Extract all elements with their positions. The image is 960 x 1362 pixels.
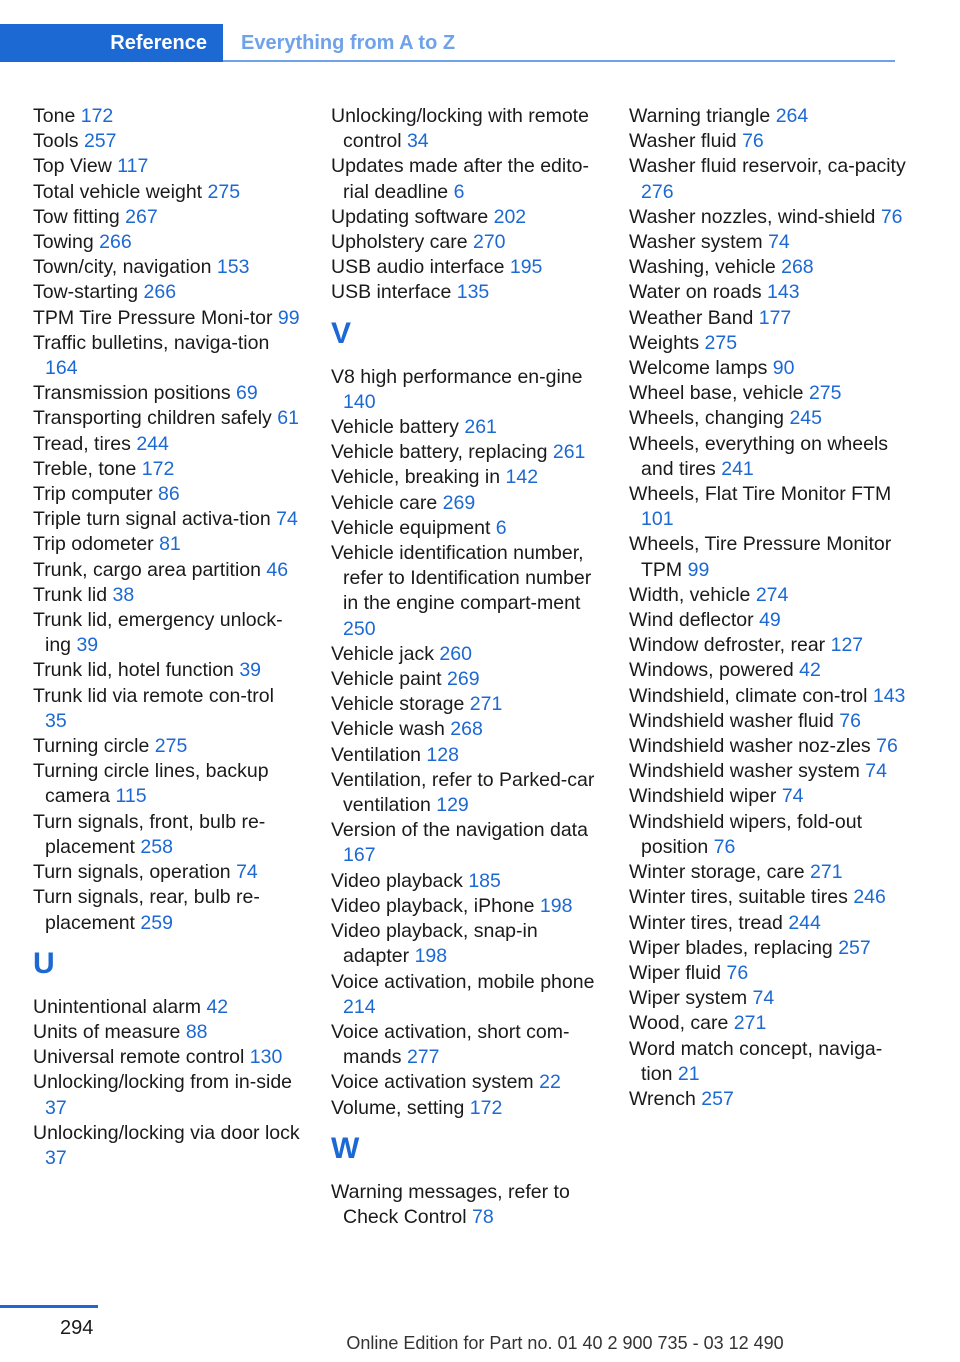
page-link[interactable]: 81 bbox=[159, 533, 181, 556]
index-entry bbox=[629, 255, 909, 280]
page-link[interactable]: 172 bbox=[80, 105, 114, 127]
page-link[interactable]: 143 bbox=[767, 281, 800, 304]
index-entry bbox=[629, 331, 909, 356]
index-term: Transporting children safely bbox=[33, 407, 272, 430]
index-entry bbox=[331, 491, 603, 516]
index-entry bbox=[33, 406, 301, 431]
index-term: Windshield wipers, fold-out position bbox=[629, 810, 863, 858]
page-link[interactable]: 142 bbox=[505, 466, 539, 489]
index-letter-heading: U bbox=[33, 946, 55, 980]
index-term: Weights bbox=[629, 331, 700, 354]
index-term: Vehicle storage bbox=[331, 693, 465, 716]
page-link[interactable]: 214 bbox=[343, 995, 376, 1018]
index-entry bbox=[33, 810, 301, 860]
index-entry bbox=[33, 280, 301, 305]
index-entry bbox=[331, 768, 603, 818]
index-entry bbox=[331, 465, 603, 490]
index-term: Towing bbox=[33, 231, 94, 254]
index-entry bbox=[629, 1011, 909, 1036]
index-term: Unlocking/locking from in‐side bbox=[33, 1071, 293, 1094]
index-term: Washing, vehicle bbox=[629, 256, 776, 279]
index-letter-heading: W bbox=[331, 1131, 360, 1165]
index-entry bbox=[629, 986, 909, 1011]
index-term: Universal remote control bbox=[33, 1046, 245, 1069]
index-entry bbox=[33, 129, 301, 154]
index-entry bbox=[331, 743, 603, 768]
page-link[interactable]: 61 bbox=[277, 407, 299, 430]
index-entry bbox=[629, 205, 909, 230]
index-entry bbox=[629, 532, 909, 582]
page-link[interactable]: 198 bbox=[539, 894, 573, 917]
index-term: Units of measure bbox=[33, 1020, 181, 1043]
index-term: Warning triangle bbox=[629, 105, 771, 127]
index-entry bbox=[33, 180, 301, 205]
index-term: Wrench bbox=[629, 1087, 696, 1110]
index-term: Video playback, snap-in adapter bbox=[331, 920, 538, 968]
page-link[interactable]: 268 bbox=[781, 256, 814, 279]
page-link[interactable]: 271 bbox=[810, 861, 843, 884]
index-entry bbox=[331, 818, 603, 868]
index-term: Unintentional alarm bbox=[33, 995, 202, 1018]
index-term: Turn signals, rear, bulb re‐placement bbox=[33, 886, 260, 934]
page-link[interactable]: 164 bbox=[45, 357, 78, 380]
index-term: Wheels, Flat Tire Monitor FTM bbox=[629, 483, 892, 506]
index-term: Trip odometer bbox=[33, 533, 154, 556]
index-entry bbox=[629, 306, 909, 331]
index-entry bbox=[629, 911, 909, 936]
page-link[interactable]: 275 bbox=[808, 382, 842, 405]
index-term: Windshield, climate con‐trol bbox=[629, 684, 868, 707]
index-entry bbox=[629, 1087, 909, 1112]
page-link[interactable]: 90 bbox=[772, 357, 795, 380]
page-link[interactable]: 259 bbox=[140, 911, 173, 934]
index-entry bbox=[33, 1121, 301, 1171]
index-term: Trunk lid bbox=[33, 583, 108, 606]
page-link[interactable]: 127 bbox=[830, 634, 864, 657]
page-link[interactable]: 6 bbox=[453, 180, 465, 203]
index-entry bbox=[331, 1180, 603, 1230]
page-link[interactable]: 140 bbox=[343, 390, 376, 413]
page-link[interactable]: 88 bbox=[185, 1020, 208, 1043]
index-term: Windshield wiper bbox=[629, 785, 777, 808]
index-entry bbox=[629, 1037, 909, 1087]
index-term: Tread, tires bbox=[33, 432, 131, 455]
index-term: Triple turn signal activa‐tion bbox=[33, 508, 271, 531]
index-entry bbox=[629, 784, 909, 809]
page-link[interactable]: 39 bbox=[239, 659, 262, 682]
index-entry bbox=[33, 583, 301, 608]
index-term: TPM Tire Pressure Moni‐tor bbox=[33, 306, 273, 329]
page-link[interactable]: 37 bbox=[45, 1146, 67, 1169]
page-link[interactable]: 257 bbox=[838, 936, 871, 959]
index-entry bbox=[331, 255, 603, 280]
index-term: Trunk, cargo area partition bbox=[33, 558, 261, 581]
page-link[interactable]: 76 bbox=[726, 961, 749, 984]
index-entry bbox=[331, 440, 603, 465]
page-link[interactable]: 275 bbox=[207, 180, 241, 203]
index-term: Warning messages, refer to Check Control bbox=[331, 1180, 570, 1228]
index-entry bbox=[33, 608, 301, 658]
index-entry bbox=[331, 869, 603, 894]
index-term: Voice activation, mobile phone bbox=[331, 970, 595, 993]
page-link[interactable]: 260 bbox=[439, 642, 472, 665]
index-entry bbox=[629, 759, 909, 784]
index-term: Wheels, changing bbox=[629, 407, 785, 430]
index-entry bbox=[33, 1020, 301, 1045]
index-column-2 bbox=[331, 104, 603, 1230]
page-link[interactable]: 271 bbox=[469, 693, 503, 716]
index-term: Vehicle care bbox=[331, 491, 438, 514]
page-link[interactable]: 99 bbox=[687, 558, 710, 581]
index-entry bbox=[33, 860, 301, 885]
index-term: Vehicle wash bbox=[331, 718, 445, 741]
index-term: V8 high performance en‐gine bbox=[331, 365, 583, 388]
index-column-1 bbox=[33, 104, 301, 1171]
index-entry bbox=[331, 230, 603, 255]
index-entry bbox=[33, 482, 301, 507]
index-term: Version of the navigation data bbox=[331, 819, 588, 842]
index-term: Winter storage, care bbox=[629, 861, 805, 884]
page-link[interactable]: 76 bbox=[880, 205, 903, 228]
edition-note: Online Edition for Part no. 01 40 2 900 735 - 03 12 490 bbox=[346, 1333, 784, 1353]
page-link[interactable]: 128 bbox=[426, 743, 459, 766]
index-entry bbox=[629, 230, 909, 255]
index-term: Wheels, Tire Pressure Monitor TPM bbox=[629, 533, 892, 581]
index-entry bbox=[33, 457, 301, 482]
index-term: Wood, care bbox=[629, 1012, 729, 1035]
index-entry bbox=[33, 154, 301, 179]
page-link[interactable]: 21 bbox=[677, 1062, 700, 1085]
page-link[interactable]: 167 bbox=[343, 844, 376, 867]
page-link[interactable]: 22 bbox=[539, 1071, 561, 1094]
index-entry bbox=[33, 734, 301, 759]
index-entry bbox=[331, 667, 603, 692]
page-link[interactable]: 250 bbox=[343, 617, 376, 640]
index-term: Town/city, navigation bbox=[33, 256, 212, 279]
index-term: Voice activation, short com‐mands bbox=[331, 1020, 570, 1069]
index-entry bbox=[33, 381, 301, 406]
index-entry bbox=[33, 230, 301, 255]
index-term: Top View bbox=[33, 155, 112, 178]
index-entry bbox=[331, 1070, 603, 1095]
index-entry bbox=[629, 936, 909, 961]
index-term: Tow fitting bbox=[33, 205, 120, 228]
page-link[interactable]: 74 bbox=[865, 760, 887, 783]
index-term: Vehicle jack bbox=[331, 642, 434, 665]
page-link[interactable]: 76 bbox=[742, 130, 764, 153]
index-term: Water on roads bbox=[629, 281, 762, 304]
index-entry bbox=[629, 810, 909, 860]
index-entry bbox=[331, 970, 603, 1020]
page-link[interactable]: 172 bbox=[141, 457, 175, 480]
index-entry bbox=[33, 432, 301, 457]
page-link[interactable]: 76 bbox=[839, 709, 861, 732]
index-term: Trunk lid, hotel function bbox=[33, 659, 234, 682]
page-link[interactable]: 74 bbox=[752, 987, 775, 1010]
section-tab: Reference bbox=[0, 24, 223, 62]
index-entry bbox=[331, 1020, 603, 1070]
footer-rule bbox=[0, 1305, 98, 1308]
page-link[interactable]: 38 bbox=[112, 583, 135, 606]
index-entry bbox=[33, 255, 301, 280]
page-link[interactable]: 129 bbox=[436, 794, 469, 817]
page-link[interactable]: 270 bbox=[472, 231, 506, 254]
page-link[interactable]: 257 bbox=[83, 130, 117, 153]
index-term: Washer fluid reservoir, ca‐pacity bbox=[629, 155, 906, 178]
page-link[interactable]: 99 bbox=[277, 306, 300, 329]
index-term: Welcome lamps bbox=[629, 357, 768, 380]
page-link[interactable]: 202 bbox=[493, 205, 527, 228]
index-entry bbox=[629, 104, 909, 129]
page-link[interactable]: 264 bbox=[775, 105, 809, 127]
page-link[interactable]: 74 bbox=[236, 861, 258, 884]
index-entry bbox=[331, 894, 603, 919]
index-entry bbox=[331, 1096, 603, 1121]
index-entry bbox=[629, 583, 909, 608]
page-link[interactable]: 117 bbox=[117, 155, 149, 178]
index-term: Window defroster, rear bbox=[629, 634, 826, 657]
index-term: Weather Band bbox=[629, 306, 754, 329]
index-letter-heading: V bbox=[331, 316, 352, 350]
index-term: Windshield washer fluid bbox=[629, 709, 834, 732]
index-term: Treble, tone bbox=[33, 457, 137, 480]
index-entry bbox=[629, 860, 909, 885]
index-entry bbox=[33, 658, 301, 683]
page-link[interactable]: 42 bbox=[206, 995, 229, 1018]
index-term: Vehicle equipment bbox=[331, 516, 491, 539]
index-entry bbox=[33, 995, 301, 1020]
index-entry bbox=[33, 205, 301, 230]
page-link[interactable]: 37 bbox=[45, 1096, 67, 1119]
index-entry bbox=[33, 684, 301, 734]
index-term: Width, vehicle bbox=[629, 583, 751, 606]
index-term: Word match concept, naviga‐tion bbox=[629, 1037, 883, 1085]
index-entry bbox=[629, 129, 909, 154]
index-entry bbox=[331, 280, 603, 305]
page-link[interactable]: 101 bbox=[641, 508, 674, 531]
index-entry bbox=[331, 642, 603, 667]
index-term: Updates made after the edito‐rial deadline bbox=[331, 155, 589, 203]
page-number: 294 bbox=[60, 1317, 94, 1339]
index-term: Windshield washer noz‐zles bbox=[629, 735, 871, 758]
index-term: Washer fluid bbox=[629, 130, 737, 153]
index-term: USB audio interface bbox=[331, 256, 505, 279]
index-term: Turning circle lines, backup camera bbox=[33, 760, 269, 808]
index-term: Transmission positions bbox=[33, 382, 231, 405]
page-link[interactable]: 130 bbox=[249, 1046, 283, 1069]
page-link[interactable]: 143 bbox=[872, 684, 906, 707]
index-entry bbox=[331, 104, 603, 154]
index-term: Unlocking/locking with remote control bbox=[331, 105, 589, 153]
index-term: Tone bbox=[33, 105, 76, 127]
index-term: Windshield washer system bbox=[629, 760, 860, 783]
page-link[interactable]: 269 bbox=[447, 668, 480, 691]
page-link[interactable]: 266 bbox=[99, 231, 132, 254]
page-link[interactable]: 271 bbox=[733, 1012, 767, 1035]
index-term: Tools bbox=[33, 130, 79, 153]
index-term: Video playback, iPhone bbox=[331, 894, 535, 917]
page-link[interactable]: 185 bbox=[468, 869, 501, 892]
page-link[interactable]: 258 bbox=[140, 835, 173, 858]
index-entry bbox=[33, 558, 301, 583]
index-entry bbox=[33, 104, 301, 129]
page-link[interactable]: 86 bbox=[157, 483, 180, 506]
page-link[interactable]: 266 bbox=[143, 281, 177, 304]
index-entry bbox=[629, 734, 909, 759]
page-link[interactable]: 177 bbox=[758, 306, 792, 329]
index-term: Trunk lid, emergency unlock‐ing bbox=[33, 609, 283, 657]
index-term: Volume, setting bbox=[331, 1096, 465, 1119]
index-entry bbox=[331, 692, 603, 717]
index-entry bbox=[33, 532, 301, 557]
index-entry bbox=[629, 961, 909, 986]
page-link[interactable]: 74 bbox=[276, 508, 298, 531]
index-term: Wheel base, vehicle bbox=[629, 382, 804, 405]
index-term: Turn signals, front, bulb re‐placement bbox=[33, 810, 266, 858]
index-term: Windows, powered bbox=[629, 659, 794, 682]
index-entry bbox=[629, 608, 909, 633]
page-link[interactable]: 49 bbox=[759, 609, 781, 632]
index-term: Turn signals, operation bbox=[33, 861, 231, 884]
page-link[interactable]: 261 bbox=[464, 416, 497, 439]
page-link[interactable]: 34 bbox=[406, 130, 429, 153]
page-link[interactable]: 115 bbox=[115, 785, 147, 808]
index-entry bbox=[629, 406, 909, 431]
index-entry bbox=[33, 759, 301, 809]
index-column-3 bbox=[629, 104, 909, 1112]
page-link[interactable]: 244 bbox=[136, 432, 169, 455]
index-term: Winter tires, tread bbox=[629, 911, 783, 934]
page-link[interactable]: 76 bbox=[876, 735, 898, 758]
page-link[interactable]: 74 bbox=[781, 785, 804, 808]
index-term: Total vehicle weight bbox=[33, 180, 203, 203]
index-entry bbox=[629, 709, 909, 734]
page-link[interactable]: 135 bbox=[456, 281, 490, 304]
page-link[interactable]: 74 bbox=[768, 231, 790, 254]
index-entry bbox=[331, 365, 603, 415]
index-term: Washer nozzles, wind‐shield bbox=[629, 205, 876, 228]
index-term: Turning circle bbox=[33, 735, 150, 758]
page-link[interactable]: 46 bbox=[266, 558, 289, 581]
index-term: Updating software bbox=[331, 205, 489, 228]
index-term: Vehicle battery, replacing bbox=[331, 441, 548, 464]
index-entry bbox=[629, 356, 909, 381]
index-term: Voice activation system bbox=[331, 1071, 534, 1094]
index-entry bbox=[33, 1070, 301, 1120]
index-term: Tow-starting bbox=[33, 281, 139, 304]
index-entry bbox=[629, 885, 909, 910]
page-link[interactable]: 241 bbox=[721, 457, 754, 480]
page-link[interactable]: 35 bbox=[45, 709, 67, 732]
index-entry bbox=[33, 885, 301, 935]
index-term: Ventilation bbox=[331, 743, 421, 766]
index-term: Trunk lid via remote con‐trol bbox=[33, 684, 274, 707]
index-term: Unlocking/locking via door lock bbox=[33, 1121, 300, 1144]
index-term: USB interface bbox=[331, 281, 452, 304]
page-link[interactable]: 275 bbox=[704, 331, 738, 354]
page-link[interactable]: 172 bbox=[469, 1096, 503, 1119]
index-entry bbox=[33, 1045, 301, 1070]
index-entry bbox=[629, 154, 909, 204]
page-link[interactable]: 244 bbox=[788, 911, 821, 934]
index-entry bbox=[331, 717, 603, 742]
index-entry bbox=[331, 154, 603, 204]
index-entry bbox=[331, 541, 603, 642]
index-term: Ventilation, refer to Parked-car ventilation bbox=[331, 768, 595, 817]
page-header bbox=[0, 24, 895, 62]
index-entry bbox=[629, 280, 909, 305]
index-entry bbox=[331, 516, 603, 541]
page-link[interactable]: 69 bbox=[236, 382, 258, 405]
index-term: Vehicle, breaking in bbox=[331, 466, 501, 489]
page-link[interactable]: 78 bbox=[471, 1205, 494, 1228]
page-link[interactable]: 6 bbox=[495, 516, 507, 539]
index-term: Washer system bbox=[629, 231, 763, 254]
index-entry bbox=[629, 658, 909, 683]
page-link[interactable]: 153 bbox=[216, 256, 250, 279]
index-entry bbox=[629, 381, 909, 406]
index-entry bbox=[629, 684, 909, 709]
index-term: Vehicle paint bbox=[331, 668, 442, 691]
page-link[interactable]: 42 bbox=[799, 659, 821, 682]
index-term: Video playback bbox=[331, 869, 463, 892]
index-term: Vehicle battery bbox=[331, 416, 459, 439]
page-link[interactable]: 39 bbox=[76, 634, 99, 657]
page-link[interactable]: 246 bbox=[853, 886, 886, 909]
page-link[interactable]: 269 bbox=[442, 491, 476, 514]
index-entry bbox=[629, 482, 909, 532]
index-entry bbox=[33, 331, 301, 381]
page-link[interactable]: 276 bbox=[641, 180, 674, 203]
index-entry bbox=[331, 415, 603, 440]
index-term: Wiper blades, replacing bbox=[629, 936, 833, 959]
index-term: Trip computer bbox=[33, 483, 153, 506]
index-entry bbox=[629, 432, 909, 482]
page-link[interactable]: 76 bbox=[713, 835, 736, 858]
index-entry bbox=[629, 633, 909, 658]
page-link[interactable]: 245 bbox=[789, 407, 822, 430]
page-link[interactable]: 267 bbox=[125, 205, 158, 228]
index-entry bbox=[33, 507, 301, 532]
page-link[interactable]: 274 bbox=[755, 583, 789, 606]
subsection-tab: Everything from A to Z bbox=[241, 32, 456, 54]
header-rule bbox=[223, 60, 895, 62]
page-link[interactable]: 277 bbox=[406, 1046, 440, 1069]
index-term: Wiper system bbox=[629, 987, 748, 1010]
index-term: Winter tires, suitable tires bbox=[629, 886, 848, 909]
index-term: Traffic bulletins, naviga‐tion bbox=[33, 331, 270, 354]
page-link[interactable]: 257 bbox=[701, 1087, 734, 1110]
index-entry bbox=[33, 306, 301, 331]
index-entry bbox=[331, 919, 603, 969]
page-link[interactable]: 198 bbox=[414, 945, 448, 968]
page-link[interactable]: 275 bbox=[154, 735, 188, 758]
index-term: Wheels, everything on wheels and tires bbox=[629, 432, 889, 480]
page-link[interactable]: 195 bbox=[509, 256, 543, 279]
index-term: Vehicle identification number, refer to Identification number in the engine compart‐ment bbox=[331, 542, 592, 615]
index-term: Wind deflector bbox=[629, 609, 754, 632]
index-term: Upholstery care bbox=[331, 231, 468, 254]
page-link[interactable]: 268 bbox=[450, 718, 483, 741]
index-entry bbox=[331, 205, 603, 230]
index-term: Wiper fluid bbox=[629, 961, 722, 984]
page-link[interactable]: 261 bbox=[552, 441, 586, 464]
